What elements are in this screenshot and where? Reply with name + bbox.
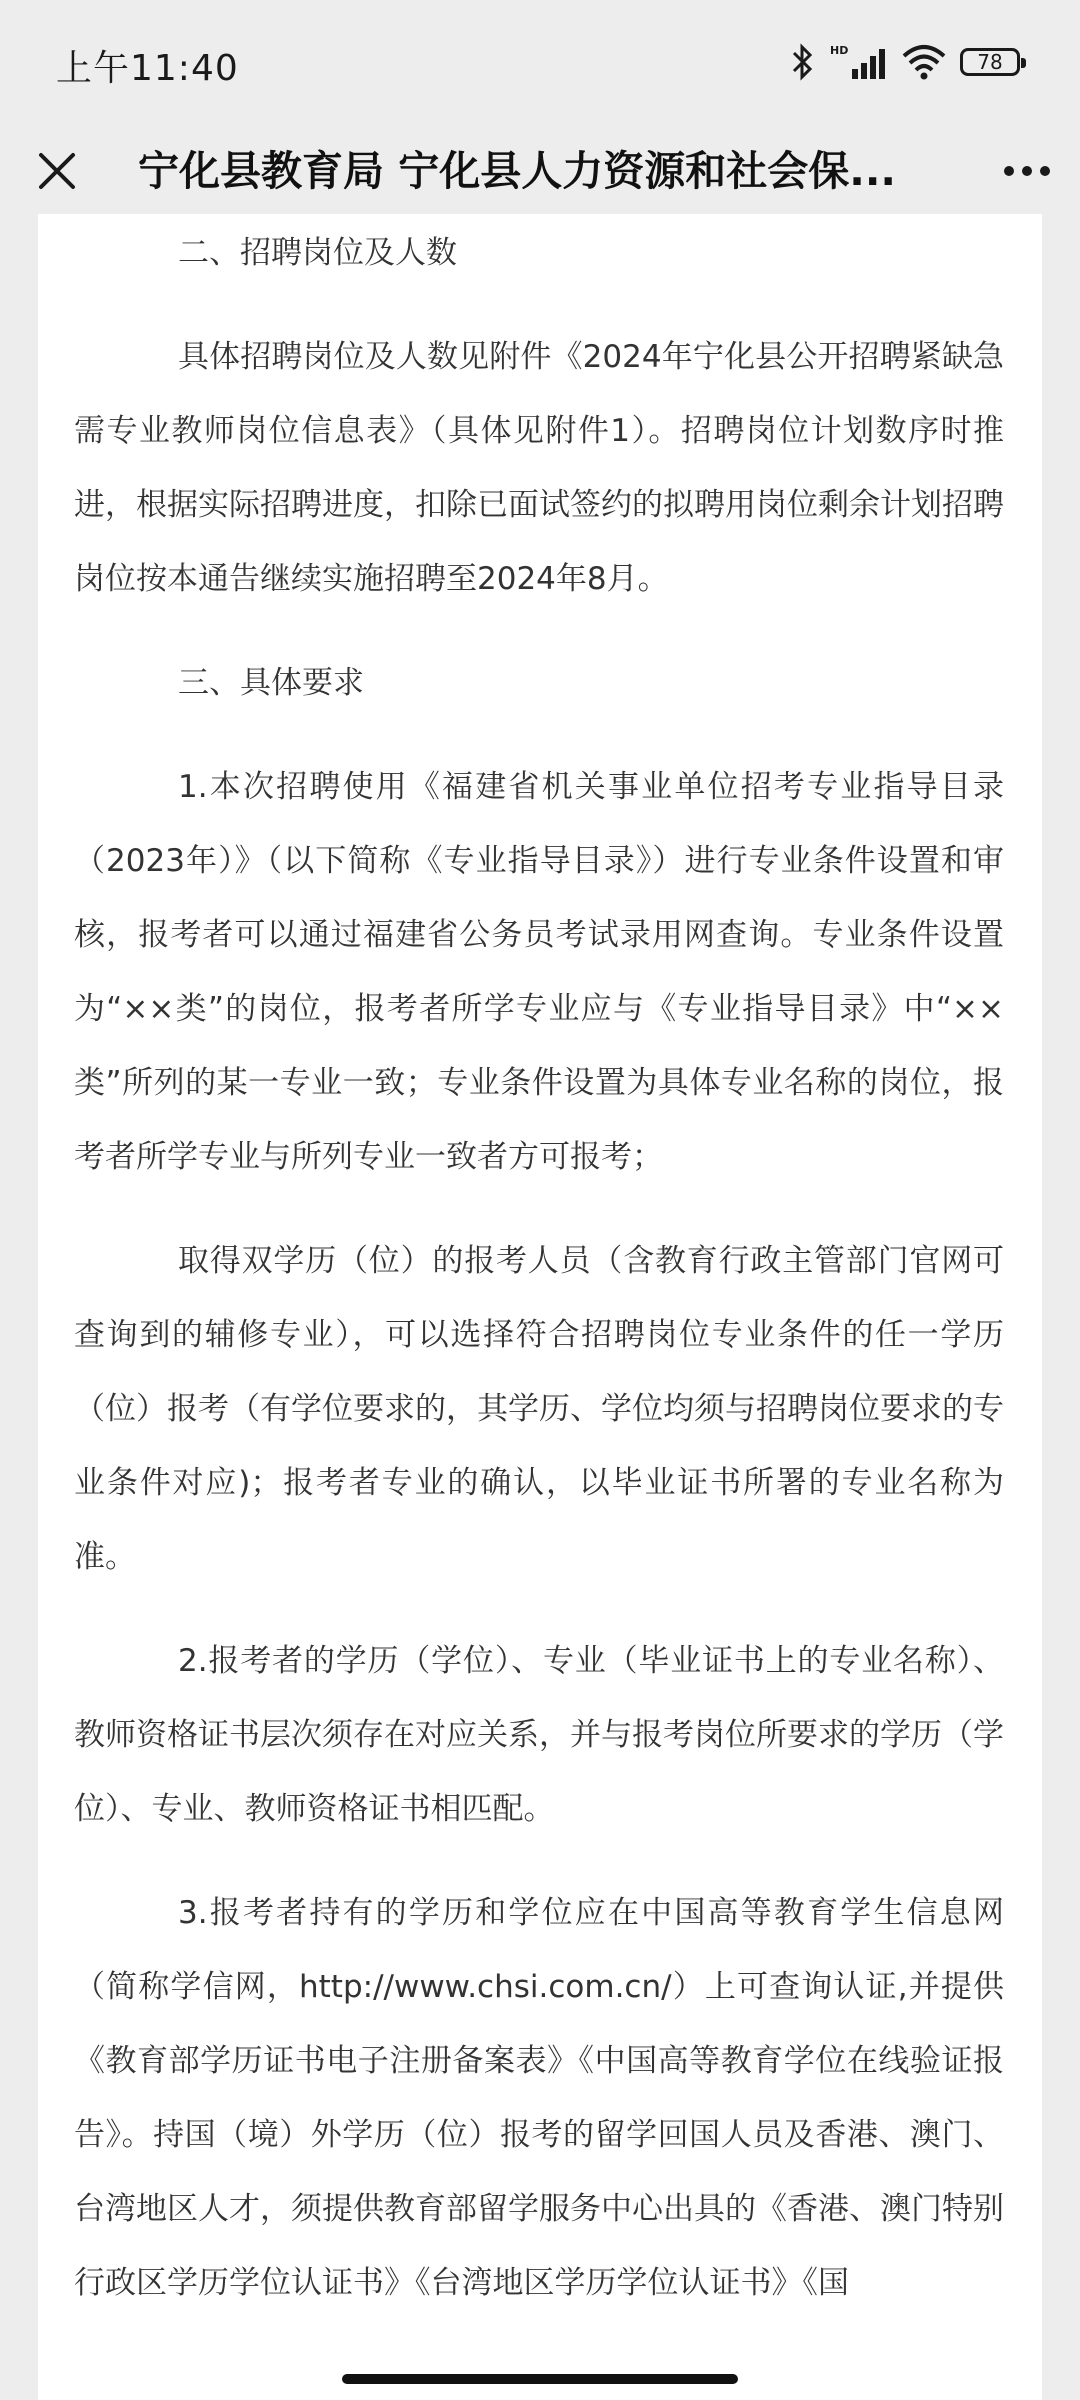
page-title: 宁化县教育局 宁化县人力资源和社会保... bbox=[138, 147, 896, 195]
more-button[interactable] bbox=[994, 138, 1060, 204]
close-icon bbox=[37, 151, 77, 191]
paragraph: 取得双学历（位）的报考人员（含教育行政主管部门官网可查询到的辅修专业），可以选择符合招聘岗位专业条件的任一学历（位）报考（有学位要求的，其学历、学位均须与招聘岗位要求的专业条件对应)；报考者专业的确认，以毕业证书所署的专业名称为准。 bbox=[74, 1243, 1004, 1575]
section-heading-2: 二、招聘岗位及人数 bbox=[178, 235, 457, 271]
battery-icon: 78 bbox=[960, 48, 1020, 76]
home-indicator[interactable] bbox=[342, 2374, 738, 2384]
bluetooth-icon bbox=[790, 43, 816, 81]
article-body bbox=[74, 214, 1004, 2320]
article-content[interactable] bbox=[38, 214, 1042, 2400]
status-icons bbox=[790, 40, 1020, 84]
status-time: 上午11:40 bbox=[56, 48, 239, 89]
svg-text:HD: HD bbox=[830, 44, 849, 57]
nav-bar bbox=[0, 128, 1080, 214]
paragraph: 具体招聘岗位及人数见附件《2024年宁化县公开招聘紧缺急需专业教师岗位信息表》（具体见附件1）。招聘岗位计划数序时推进，根据实际招聘进度，扣除已面试签约的拟聘用岗位剩余计划招聘岗位按本通告继续实施招聘至2024年8月。 bbox=[74, 339, 1004, 597]
paragraph: 3.报考者持有的学历和学位应在中国高等教育学生信息网（简称学信网，http://www.chsi.com.cn/）上可查询认证,并提供《教育部学历证书电子注册备案表》《中国高等教育学位在线验证报告》。持国（境）外学历（位）报考的留学回国人员及香港、澳门、台湾地区人才，须提供教育部留学服务中心出具的《香港、澳门特别行政区学历学位认证书》《台湾地区学历学位认证书》《国 bbox=[74, 1895, 1004, 2301]
more-icon bbox=[1003, 165, 1051, 177]
section-heading-3: 三、具体要求 bbox=[178, 665, 364, 701]
close-button[interactable] bbox=[24, 138, 90, 204]
status-bar bbox=[0, 0, 1080, 128]
paragraph: 1.本次招聘使用《福建省机关事业单位招考专业指导目录（2023年）》（以下简称《专业指导目录》）进行专业条件设置和审核，报考者可以通过福建省公务员考试录用网查询。专业条件设置为“××类”的岗位，报考者所学专业应与《专业指导目录》中“××类”所列的某一专业一致；专业条件设置为具体专业名称的岗位，报考者所学专业与所列专业一致者方可报考； bbox=[74, 769, 1004, 1175]
paragraph: 2.报考者的学历（学位）、专业（毕业证书上的专业名称）、教师资格证书层次须存在对应关系，并与报考岗位所要求的学历（学位）、专业、教师资格证书相匹配。 bbox=[74, 1643, 1004, 1827]
wifi-icon bbox=[902, 44, 946, 80]
hd-signal-icon bbox=[830, 43, 888, 81]
